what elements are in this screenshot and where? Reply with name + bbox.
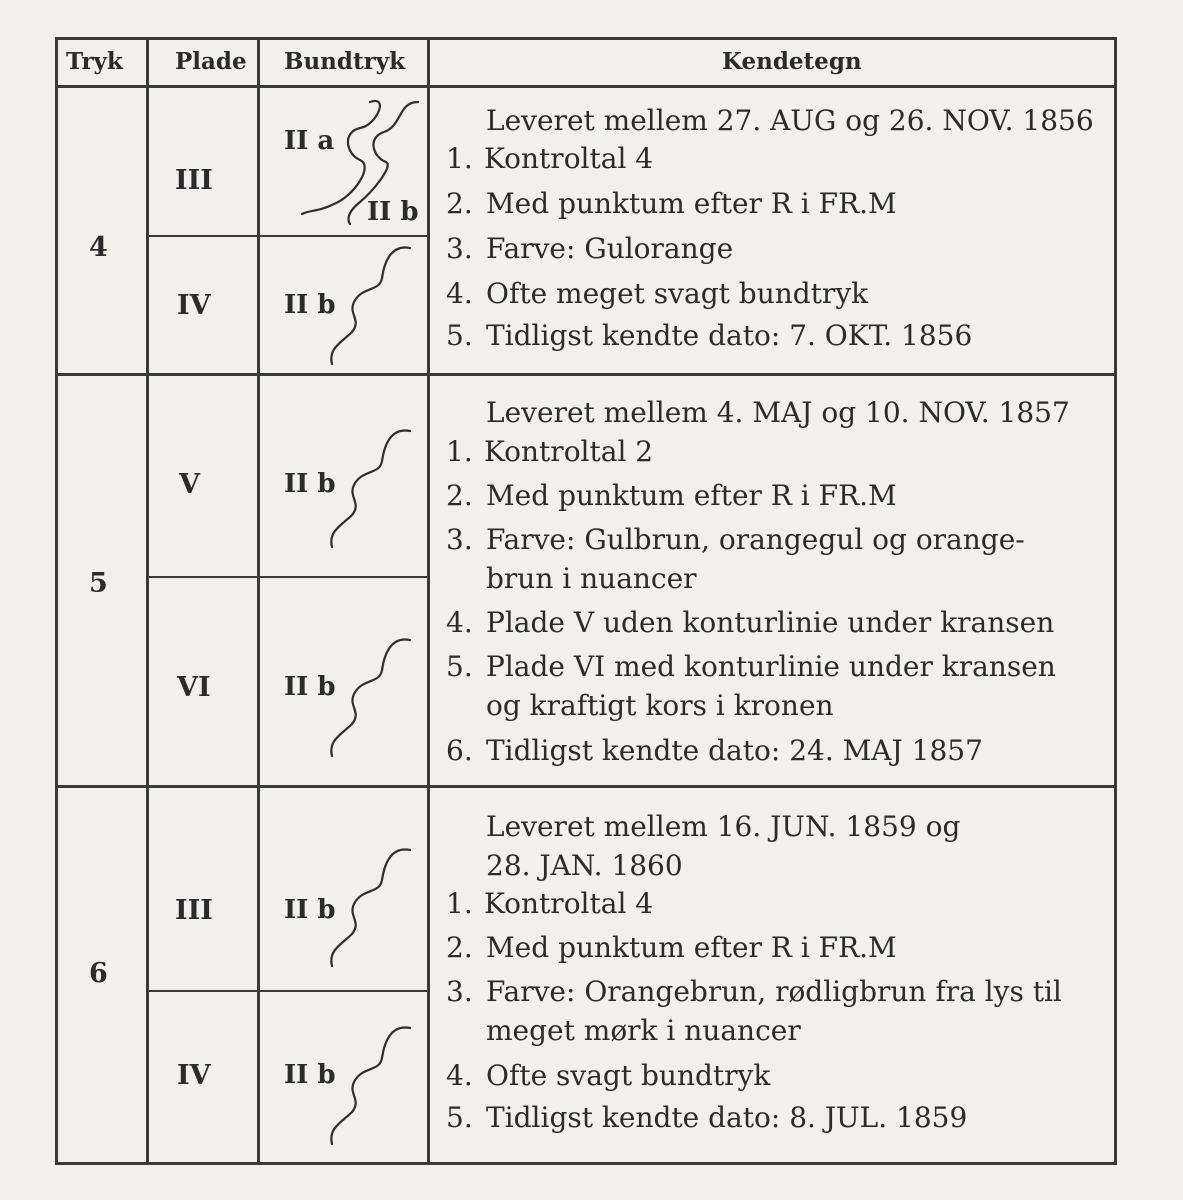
item-number: 1. bbox=[446, 142, 473, 175]
column-divider-tryk bbox=[146, 37, 149, 1165]
item-number: 3. bbox=[446, 523, 473, 556]
item-number: 6. bbox=[446, 734, 473, 767]
bundtryk-value: II b bbox=[284, 672, 336, 702]
item-number: 3. bbox=[446, 232, 473, 265]
curl-icon bbox=[322, 244, 417, 369]
item-number: 5. bbox=[446, 650, 473, 683]
tryk-value: 6 bbox=[89, 958, 108, 989]
bundtryk-value: II b bbox=[284, 895, 336, 925]
item-number: 1. bbox=[446, 435, 473, 468]
item-line: Med punktum efter R i FR.M bbox=[486, 479, 897, 512]
delivered-text: Leveret mellem 27. AUG og 26. NOV. 1856 bbox=[486, 104, 1094, 137]
item-line: Farve: Orangebrun, rødligbrun fra lys til bbox=[486, 975, 1062, 1008]
plade-value: IV bbox=[177, 290, 211, 321]
delivered-text: Leveret mellem 16. JUN. 1859 og bbox=[486, 810, 961, 843]
item-line: Plade VI med konturlinie under kransen bbox=[486, 650, 1056, 683]
header-tryk: Tryk bbox=[66, 48, 123, 75]
item-line: Farve: Gulbrun, orangegul og orange- bbox=[486, 523, 1025, 556]
plate-divider-group-5 bbox=[146, 576, 429, 578]
column-divider-plade bbox=[257, 37, 260, 1165]
table-right-border bbox=[1114, 37, 1117, 1165]
table-bottom-border bbox=[55, 1162, 1117, 1165]
tryk-value: 5 bbox=[89, 568, 108, 599]
bundtryk-value: II a bbox=[284, 126, 335, 156]
delivered-text: Leveret mellem 4. MAJ og 10. NOV. 1857 bbox=[486, 396, 1070, 429]
plade-value: VI bbox=[177, 672, 211, 703]
header-plade: Plade bbox=[175, 48, 247, 75]
plate-divider-group-4 bbox=[146, 235, 429, 237]
item-number: 2. bbox=[446, 187, 473, 220]
bundtryk-value: II b bbox=[284, 469, 336, 499]
header-bottom-border bbox=[55, 85, 1117, 88]
curl-icon bbox=[322, 1024, 417, 1149]
plade-value: IV bbox=[177, 1060, 211, 1091]
item-line: Ofte svagt bundtryk bbox=[486, 1059, 771, 1092]
table-top-border bbox=[55, 37, 1117, 40]
item-number: 2. bbox=[446, 479, 473, 512]
bundtryk-value: II b bbox=[284, 290, 336, 320]
item-number: 3. bbox=[446, 975, 473, 1008]
plade-value: V bbox=[179, 469, 200, 500]
item-line: Med punktum efter R i FR.M bbox=[486, 931, 897, 964]
item-line: meget mørk i nuancer bbox=[486, 1014, 801, 1047]
plade-value: III bbox=[175, 895, 213, 926]
item-number: 4. bbox=[446, 1059, 473, 1092]
curl-icon bbox=[322, 846, 417, 971]
item-line: Ofte meget svagt bundtryk bbox=[486, 277, 869, 310]
group-divider-4-5 bbox=[55, 373, 1117, 376]
group-divider-5-6 bbox=[55, 785, 1117, 788]
column-divider-bundtryk bbox=[427, 37, 430, 1165]
item-line: Kontroltal 4 bbox=[484, 887, 654, 920]
plate-divider-group-6 bbox=[146, 990, 429, 992]
table-left-border bbox=[55, 37, 58, 1165]
item-line: Kontroltal 2 bbox=[484, 435, 654, 468]
item-line: Farve: Gulorange bbox=[486, 232, 734, 265]
item-line: Med punktum efter R i FR.M bbox=[486, 187, 897, 220]
curl-icon bbox=[322, 636, 417, 761]
bundtryk-value: II b bbox=[284, 1060, 336, 1090]
item-line: Tidligst kendte dato: 7. OKT. 1856 bbox=[486, 319, 973, 352]
item-line: Tidligst kendte dato: 8. JUL. 1859 bbox=[486, 1101, 968, 1134]
item-line: Tidligst kendte dato: 24. MAJ 1857 bbox=[486, 734, 983, 767]
item-number: 5. bbox=[446, 319, 473, 352]
item-line: og kraftigt kors i kronen bbox=[486, 689, 834, 722]
header-kendetegn: Kendetegn bbox=[722, 48, 862, 75]
tryk-value: 4 bbox=[89, 232, 108, 263]
item-line: Kontroltal 4 bbox=[484, 142, 654, 175]
curl-icon bbox=[322, 427, 417, 552]
item-number: 1. bbox=[446, 887, 473, 920]
delivered-text: 28. JAN. 1860 bbox=[486, 849, 683, 882]
double-curl-icon bbox=[290, 96, 425, 226]
item-number: 2. bbox=[446, 931, 473, 964]
header-bundtryk: Bundtryk bbox=[284, 48, 406, 75]
item-number: 5. bbox=[446, 1101, 473, 1134]
bundtryk-value: II b bbox=[367, 197, 419, 227]
plade-value: III bbox=[175, 165, 213, 196]
item-number: 4. bbox=[446, 606, 473, 639]
item-number: 4. bbox=[446, 277, 473, 310]
item-line: Plade V uden konturlinie under kransen bbox=[486, 606, 1055, 639]
item-line: brun i nuancer bbox=[486, 562, 697, 595]
